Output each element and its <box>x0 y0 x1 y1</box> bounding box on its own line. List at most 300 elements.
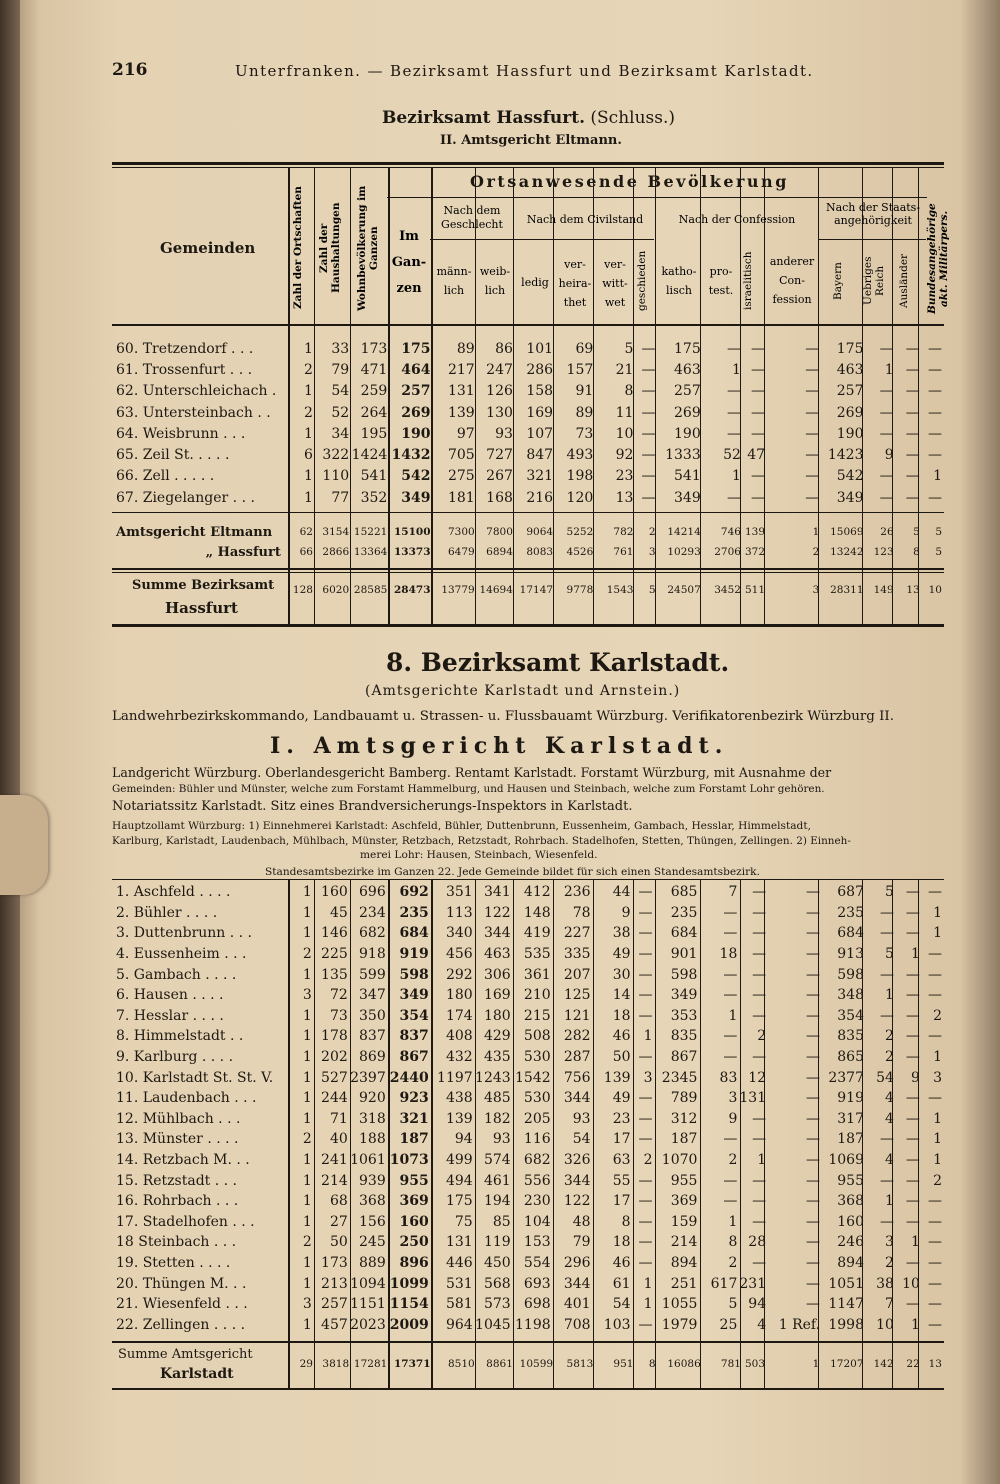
cell-value: 335 <box>563 946 591 963</box>
cell-value: 450 <box>483 1254 511 1271</box>
cell-value: — <box>723 966 738 983</box>
cell-value: 195 <box>360 425 388 442</box>
cell-value: 110 <box>322 468 350 485</box>
cell-value: 17281 <box>353 1358 388 1371</box>
cell-value: 463 <box>674 361 701 378</box>
cell-value: 955 <box>399 1172 429 1189</box>
cell-value: 835 <box>837 1028 864 1045</box>
cell-value: 75 <box>454 1213 473 1230</box>
cell-value: 4 <box>885 1090 894 1107</box>
cell-value: 3818 <box>322 1358 350 1371</box>
cell-value: 3 <box>648 546 656 558</box>
cell-value: 344 <box>563 1275 591 1292</box>
cell-value: 955 <box>837 1172 864 1189</box>
cell-value: 44 <box>612 884 631 901</box>
cell-value: 3154 <box>322 526 350 538</box>
cell-value: 5 <box>935 526 942 538</box>
cell-value: 235 <box>670 904 698 921</box>
cell-value: — <box>905 489 920 506</box>
im-ganzen-line: Gan- <box>391 255 427 270</box>
cell-value: 122 <box>563 1193 591 1210</box>
cell-value: 746 <box>720 526 741 538</box>
cell-value: 1 <box>933 1152 942 1169</box>
cell-value: 1 <box>910 946 920 963</box>
cell-value: 78 <box>572 904 591 921</box>
cell-value: 939 <box>359 1172 386 1189</box>
cell-value: 264 <box>360 404 388 421</box>
cell-value: 349 <box>670 987 698 1004</box>
cell-value: 50 <box>329 1234 348 1251</box>
cell-value: 9064 <box>526 526 554 538</box>
col-haushaltungen: Zahl der Haushaltungen <box>318 202 342 294</box>
gemeinde-name: 14. Retzbach M. . . <box>116 1152 250 1169</box>
cell-value: 93 <box>495 425 513 442</box>
rule <box>430 239 654 240</box>
cell-value: 38 <box>876 1275 894 1292</box>
cell-value: — <box>638 1254 653 1271</box>
cell-value: — <box>752 1172 767 1189</box>
karlstadt-row <box>112 1294 944 1315</box>
cell-value: 955 <box>670 1172 698 1189</box>
cell-value: 215 <box>523 1007 551 1024</box>
cell-value: 2 <box>812 546 820 558</box>
cell-value: 126 <box>486 383 513 400</box>
cell-value: — <box>752 946 767 963</box>
cell-value: — <box>879 468 894 485</box>
cell-value: 463 <box>483 946 511 963</box>
cell-value: — <box>806 1193 821 1210</box>
israelitisch-heading: israelitisch <box>742 251 754 311</box>
cell-value: 2009 <box>389 1316 429 1333</box>
katholisch-heading: katho-lisch <box>661 265 697 297</box>
page-tab <box>0 795 48 895</box>
karlstadt-summe-label: Summe Amtsgericht <box>118 1347 253 1362</box>
standesamt-line: Standesamtsbezirke im Ganzen 22. Jede Gemeinde bildet für sich einen Standesamtsbezirk. <box>265 866 760 878</box>
gemeinden-heading: Gemeinden <box>160 239 256 257</box>
cell-value: — <box>752 904 767 921</box>
cell-value: 1 <box>302 1007 312 1024</box>
cell-value: 1051 <box>828 1275 864 1292</box>
cell-value: 55 <box>612 1172 631 1189</box>
cell-value: 120 <box>566 489 594 506</box>
gemeinde-name: 62. Unterschleichach . <box>116 383 277 400</box>
cell-value: 2 <box>302 1131 312 1148</box>
rule <box>387 197 927 198</box>
landwehr-line: Landwehrbezirkskommando, Landbauamt u. Strassen- u. Flussbauamt Würzburg. Verifikatorenbezirk Würzburg II. <box>112 709 894 724</box>
cell-value: — <box>928 1193 942 1210</box>
cell-value: 1069 <box>828 1152 864 1169</box>
cell-value: — <box>905 404 920 421</box>
hauptzollamt-line: Hauptzollamt Würzburg: 1) Einnehmerei Karlstadt: Aschfeld, Bühler, Duttenbrunn, Eussenheim, Gambach, Hesslar, Himmelstadt, <box>112 820 811 832</box>
cell-value: 1 <box>933 904 942 921</box>
cell-value: 198 <box>566 468 594 485</box>
cell-value: 369 <box>399 1193 429 1210</box>
cell-value: — <box>806 1213 821 1230</box>
cell-value: 837 <box>359 1028 386 1045</box>
cell-value: 101 <box>526 340 554 357</box>
cell-value: 85 <box>492 1213 511 1230</box>
cell-value: — <box>905 1028 920 1045</box>
cell-value: — <box>726 404 741 421</box>
cell-value: 169 <box>526 404 554 421</box>
cell-value: 351 <box>445 884 473 901</box>
cell-value: 1045 <box>475 1316 511 1333</box>
gemeinde-name: 8. Himmelstadt . . <box>116 1028 244 1045</box>
cell-value: 257 <box>836 383 864 400</box>
cell-value: 77 <box>331 489 350 506</box>
cell-value: 1 <box>302 966 312 983</box>
cell-value: 5813 <box>566 1358 594 1371</box>
karlstadt-row <box>112 1191 944 1212</box>
cell-value: 175 <box>836 340 864 357</box>
cell-value: 61 <box>612 1275 631 1292</box>
cell-value: 227 <box>563 925 591 942</box>
cell-value: 837 <box>399 1028 429 1045</box>
rule <box>112 512 944 513</box>
cell-value: — <box>905 468 920 485</box>
cell-value: 1 <box>643 1275 653 1292</box>
cell-value: 13 <box>906 584 920 597</box>
cell-value: — <box>752 1110 767 1127</box>
cell-value: 169 <box>483 987 511 1004</box>
cell-value: — <box>806 1254 821 1271</box>
cell-value: 26 <box>880 526 894 538</box>
cell-value: 531 <box>445 1275 473 1292</box>
cell-value: 435 <box>483 1049 511 1066</box>
cell-value: 369 <box>670 1193 698 1210</box>
cell-value: 17 <box>612 1131 631 1148</box>
cell-value: 5 <box>728 1296 738 1313</box>
cell-value: — <box>752 1049 767 1066</box>
cell-value: 10599 <box>519 1358 554 1371</box>
cell-value: 782 <box>613 526 634 538</box>
cell-value: — <box>905 425 920 442</box>
gemeinde-name: 13. Münster . . . . <box>116 1131 239 1148</box>
book-binding <box>0 0 20 1484</box>
cell-value: 896 <box>399 1254 429 1271</box>
cell-value: — <box>752 1131 767 1148</box>
cell-value: — <box>805 404 820 421</box>
cell-value: 368 <box>837 1193 864 1210</box>
cell-value: 869 <box>359 1049 386 1066</box>
cell-value: — <box>723 904 738 921</box>
cell-value: — <box>638 1131 653 1148</box>
cell-value: — <box>752 1213 767 1230</box>
summe-spacer <box>112 580 289 601</box>
summe-row <box>112 580 944 601</box>
cell-value: 1543 <box>606 584 634 597</box>
cell-value: 1147 <box>828 1296 864 1313</box>
cell-value: 89 <box>575 404 594 421</box>
cell-value: 1 <box>304 383 313 400</box>
karlstadt-row <box>112 985 944 1006</box>
cell-value: 1 <box>812 526 820 538</box>
cell-value: 190 <box>401 425 431 442</box>
eltmann-row <box>112 487 944 508</box>
cell-value: 4 <box>885 1110 894 1127</box>
cell-value: 847 <box>526 447 554 464</box>
cell-value: 13364 <box>353 546 388 558</box>
cell-value: — <box>806 1049 821 1066</box>
cell-value: 15069 <box>830 526 864 538</box>
cell-value: 1 <box>933 1110 942 1127</box>
cell-value: — <box>928 1296 942 1313</box>
cell-value: 7800 <box>486 526 513 538</box>
cell-value: 71 <box>329 1110 348 1127</box>
cell-value: 29 <box>299 1358 313 1371</box>
cell-value: 463 <box>836 361 864 378</box>
cell-value: 73 <box>329 1007 348 1024</box>
cell-value: 210 <box>523 987 551 1004</box>
cell-value: 696 <box>359 884 386 901</box>
rule <box>818 239 926 240</box>
cell-value: 761 <box>613 546 634 558</box>
cell-value: 69 <box>575 340 594 357</box>
cell-value: 296 <box>563 1254 591 1271</box>
cell-value: 598 <box>670 966 698 983</box>
cell-value: — <box>905 447 920 464</box>
cell-value: 9 <box>728 1110 738 1127</box>
hassfurt-summe-label2: Hassfurt <box>165 599 238 617</box>
cell-value: 18 <box>612 1007 631 1024</box>
cell-value: — <box>928 425 942 442</box>
cell-value: 158 <box>526 383 554 400</box>
cell-value: — <box>806 1172 821 1189</box>
hassfurt-summe-table <box>112 580 944 601</box>
cell-value: 187 <box>670 1131 698 1148</box>
cell-value: — <box>638 1090 653 1107</box>
cell-value: 617 <box>710 1275 738 1292</box>
cell-value: 116 <box>523 1131 551 1148</box>
cell-value: — <box>726 489 741 506</box>
bezirksamt-karlstadt-subtitle: (Amtsgerichte Karlstadt und Arnstein.) <box>365 683 681 699</box>
cell-value: 17207 <box>830 1358 864 1371</box>
cell-value: — <box>928 404 942 421</box>
cell-value: — <box>638 966 653 983</box>
cell-value: 535 <box>523 946 551 963</box>
cell-value: 789 <box>670 1090 698 1107</box>
cell-value: 49 <box>612 1090 631 1107</box>
gemeinde-name: 67. Ziegelanger . . . <box>116 489 255 506</box>
cell-value: 13779 <box>441 584 475 597</box>
cell-value: 33 <box>331 340 350 357</box>
cell-value: 347 <box>359 987 386 1004</box>
running-head: Unterfranken. — Bezirksamt Hassfurt und Bezirksamt Karlstadt. <box>235 62 814 80</box>
cell-value: — <box>806 884 821 901</box>
cell-value: 1 <box>302 884 312 901</box>
cell-value: 9778 <box>566 584 594 597</box>
cell-value: — <box>806 1007 821 1024</box>
cell-value: 83 <box>719 1069 738 1086</box>
cell-value: 573 <box>483 1296 511 1313</box>
cell-value: 1 <box>643 1028 653 1045</box>
gemeinde-name: 6. Hausen . . . . <box>116 987 224 1004</box>
cell-value: 349 <box>836 489 864 506</box>
cell-value: 17 <box>612 1193 631 1210</box>
cell-value: 2345 <box>661 1069 698 1086</box>
karlstadt-row <box>112 1047 944 1068</box>
cell-value: — <box>806 1234 821 1251</box>
cell-value: 159 <box>670 1213 698 1230</box>
civilstand-heading: Nach dem Civilstand <box>526 213 644 226</box>
cell-value: 1 <box>302 1090 312 1107</box>
cell-value: 23 <box>615 468 634 485</box>
cell-value: 50 <box>612 1049 631 1066</box>
cell-value: — <box>751 489 766 506</box>
cell-value: 130 <box>486 404 513 421</box>
cell-value: 598 <box>837 966 864 983</box>
hassfurt-summe-label: Summe Bezirksamt <box>132 578 275 593</box>
cell-value: — <box>752 1193 767 1210</box>
cell-value: — <box>723 1172 738 1189</box>
cell-value: 508 <box>523 1028 551 1045</box>
cell-value: 175 <box>674 340 701 357</box>
einnehmerei-line: Karlburg, Karlstadt, Laudenbach, Mühlbach, Münster, Retzbach, Retzstadt, Rohrbach. Stadelhofen, Stetten, Thüngen, Zellingen. 2) Einneh- <box>112 835 851 847</box>
karlstadt-row <box>112 923 944 944</box>
cell-value: 1154 <box>389 1296 429 1313</box>
cell-value: 1 <box>302 1316 312 1333</box>
cell-value: 156 <box>359 1213 386 1230</box>
cell-value: 3 <box>885 1234 894 1251</box>
cell-value: — <box>752 925 767 942</box>
cell-value: — <box>805 340 820 357</box>
cell-value: — <box>638 987 653 1004</box>
cell-value: — <box>928 447 942 464</box>
cell-value: 2 <box>757 1028 767 1045</box>
cell-value: 23 <box>612 1110 631 1127</box>
cell-value: 8083 <box>526 546 554 558</box>
cell-value: 1055 <box>661 1296 698 1313</box>
rule <box>112 572 944 573</box>
cell-value: 1 <box>885 987 894 1004</box>
cell-value: 344 <box>563 1172 591 1189</box>
cell-value: 217 <box>447 361 475 378</box>
cell-value: 1094 <box>350 1275 386 1292</box>
cell-value: 8 <box>621 1213 631 1230</box>
gemeinde-name: 11. Laudenbach . . . <box>116 1090 257 1107</box>
gemeinde-name: 17. Stadelhofen . . . <box>116 1213 255 1230</box>
notariat-line: Notariatssitz Karlstadt. Sitz eines Brandversicherungs-Inspektors in Karlstadt. <box>112 799 633 814</box>
cell-value: 3 <box>302 1296 312 1313</box>
cell-value: — <box>879 1172 894 1189</box>
cell-value: 157 <box>566 361 594 378</box>
cell-value: 139 <box>603 1069 631 1086</box>
cell-value: 3 <box>302 987 312 1004</box>
bezirksamt-karlstadt-title: 8. Bezirksamt Karlstadt. <box>386 648 730 677</box>
ortsanwesende-heading: Ortsanwesende Bevölkerung <box>470 172 789 191</box>
cell-value: 250 <box>399 1234 429 1251</box>
cell-value: — <box>723 1131 738 1148</box>
cell-value: — <box>928 340 942 357</box>
cell-value: — <box>806 1090 821 1107</box>
cell-value: 901 <box>670 946 698 963</box>
cell-value: 556 <box>523 1172 551 1189</box>
cell-value: 73 <box>575 425 594 442</box>
im-ganzen-heading <box>388 224 430 302</box>
cell-value: — <box>638 925 653 942</box>
cell-value: 1424 <box>351 447 388 464</box>
cell-value: 175 <box>445 1193 473 1210</box>
cell-value: 2 <box>643 1152 653 1169</box>
cell-value: 1 <box>302 1213 312 1230</box>
cell-value: 1073 <box>389 1152 429 1169</box>
cell-value: 1 <box>812 1358 820 1371</box>
cell-value: — <box>806 1110 821 1127</box>
cell-value: 705 <box>447 447 475 464</box>
cell-value: 1 <box>302 1275 312 1292</box>
cell-value: 598 <box>399 966 429 983</box>
cell-value: 5 <box>935 546 942 558</box>
cell-value: — <box>641 425 656 442</box>
cell-value: — <box>638 1213 653 1230</box>
cell-value: — <box>905 966 920 983</box>
rule <box>112 879 944 880</box>
cell-value: 1 <box>885 1193 894 1210</box>
cell-value: 2 <box>648 526 656 538</box>
cell-value: 1 <box>302 1049 312 1066</box>
cell-value: — <box>805 383 820 400</box>
cell-value: 889 <box>359 1254 386 1271</box>
cell-value: 354 <box>399 1007 429 1024</box>
cell-value: — <box>879 1007 894 1024</box>
cell-value: 919 <box>399 946 429 963</box>
cell-value: 1197 <box>437 1069 473 1086</box>
cell-value: — <box>879 404 894 421</box>
cell-value: — <box>879 340 894 357</box>
summe-row <box>112 1354 944 1375</box>
cell-value: 182 <box>483 1110 511 1127</box>
cell-value: 153 <box>523 1234 551 1251</box>
cell-value: 756 <box>563 1069 591 1086</box>
cell-value: 190 <box>836 425 864 442</box>
cell-value: 306 <box>483 966 511 983</box>
cell-value: 419 <box>523 925 551 942</box>
cell-value: — <box>928 1254 942 1271</box>
cell-value: 10 <box>902 1275 920 1292</box>
karlstadt-row <box>112 1109 944 1130</box>
protestantisch-heading: pro-test. <box>708 265 734 297</box>
cell-value: 2377 <box>828 1069 864 1086</box>
cell-value: 187 <box>837 1131 864 1148</box>
cell-value: 28585 <box>353 584 388 597</box>
cell-value: 234 <box>359 904 386 921</box>
cell-value: 4526 <box>566 546 594 558</box>
cell-value: 344 <box>563 1090 591 1107</box>
cell-value: 1 <box>933 1131 942 1148</box>
cell-value: 79 <box>572 1234 591 1251</box>
cell-value: 13242 <box>830 546 864 558</box>
amtsgericht-eltmann-heading: II. Amtsgericht Eltmann. <box>440 133 622 148</box>
cell-value: — <box>752 966 767 983</box>
cell-value: — <box>723 1193 738 1210</box>
rule <box>112 1341 944 1343</box>
cell-value: 401 <box>563 1296 591 1313</box>
cell-value: 2397 <box>350 1069 386 1086</box>
cell-value: 494 <box>445 1172 473 1189</box>
cell-value: 15100 <box>393 526 431 538</box>
eltmann-row <box>112 402 944 423</box>
cell-value: 194 <box>483 1193 511 1210</box>
cell-value: 168 <box>486 489 513 506</box>
cell-value: 541 <box>674 468 701 485</box>
cell-value: 527 <box>321 1069 348 1086</box>
cell-value: 3 <box>812 584 820 597</box>
cell-value: — <box>928 383 942 400</box>
cell-value: 49 <box>612 946 631 963</box>
gemeinden-forstamt-line: Gemeinden: Bühler und Münster, welche zum Forstamt Hammelburg, und Hausen und Steinbach, welche zum Forstamt Lohr gehören. <box>112 783 825 795</box>
cell-value: 13 <box>928 1358 942 1371</box>
cell-value: — <box>726 340 741 357</box>
